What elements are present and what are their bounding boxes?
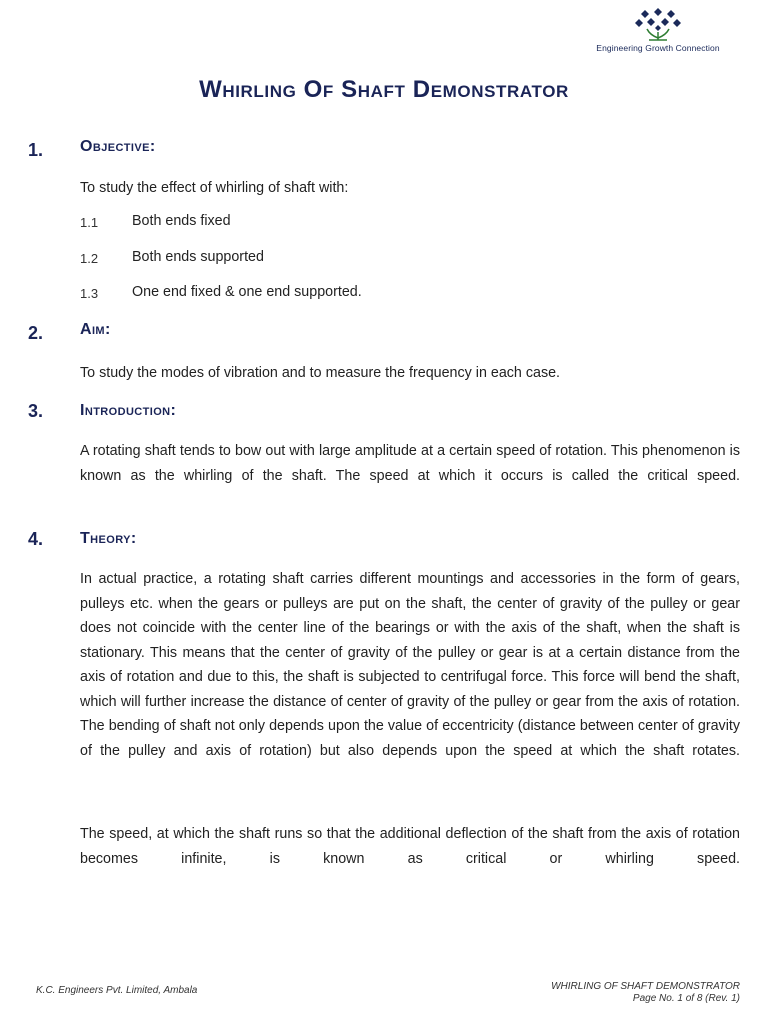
theory-paragraph-2: The speed, at which the shaft runs so that the additional deflection of the shaft from the axis of rotation becomes infinite, is known as critical or whirling speed. [80, 826, 740, 867]
section-4-number: 4. [28, 529, 44, 549]
section-2-number: 2. [28, 323, 44, 343]
objective-item-3-text: One end fixed & one end supported. [132, 284, 362, 300]
section-3-number: 3. [28, 401, 44, 421]
objective-item-2-text: Both ends supported [132, 249, 264, 265]
objective-item-1-text: Both ends fixed [132, 213, 231, 229]
theory-paragraph-1: In actual practice, a rotating shaft carries different mountings and accessories in the form of gears, pulleys etc. when the gears or pulleys are put on the shaft, the center of gravity of the pulley or gear does not coincide with the center line of the bearings or with the axis of the shaft, when the shaft is stationary. This means that the center of gravity of the pulley or gear is at a certain distance from the axis of rotation and due to this, the shaft is subjected to centrifugal force. This force will bend the shaft, which will further increase the distance of center of gravity of the pulley or gear from the axis of rotation. The bending of shaft not only depends upon the value of eccentricity (distance between center of gravity of the pulley and axis of rotation) but also depends upon the speed at which the shaft rotates. [80, 571, 740, 759]
objective-item-2-number: 1.2 [80, 251, 99, 266]
footer-company: K.C. Engineers Pvt. Limited, Ambala [36, 985, 198, 996]
footer-page-number: Page No. 1 of 8 (Rev. 1) [632, 993, 740, 1004]
introduction-text: A rotating shaft tends to bow out with large amplitude at a certain speed of rotation. This phenomenon is known as the whirling of the shaft. The speed at which it occurs is called the critical speed. [80, 443, 740, 484]
objective-intro: To study the effect of whirling of shaft with: [80, 180, 349, 196]
logo-mark-icon [635, 6, 681, 42]
section-2-heading: Aim: [80, 321, 111, 338]
logo-tagline: Engineering Growth Connection [596, 43, 720, 53]
footer-doc-title: WHIRLING OF SHAFT DEMONSTRATOR [551, 981, 740, 992]
company-logo [578, 6, 738, 53]
objective-item-3-number: 1.3 [80, 286, 99, 301]
aim-text: To study the modes of vibration and to measure the frequency in each case. [80, 365, 561, 381]
section-1-heading: Objective: [80, 138, 156, 155]
objective-item-1-number: 1.1 [80, 215, 99, 230]
section-4-heading: Theory: [80, 530, 137, 547]
section-1-number: 1. [28, 140, 44, 160]
section-3-heading: Introduction: [80, 402, 177, 419]
footer-doc-info [551, 981, 740, 1005]
page-title: Whirling Of Shaft Demonstrator [199, 76, 569, 103]
